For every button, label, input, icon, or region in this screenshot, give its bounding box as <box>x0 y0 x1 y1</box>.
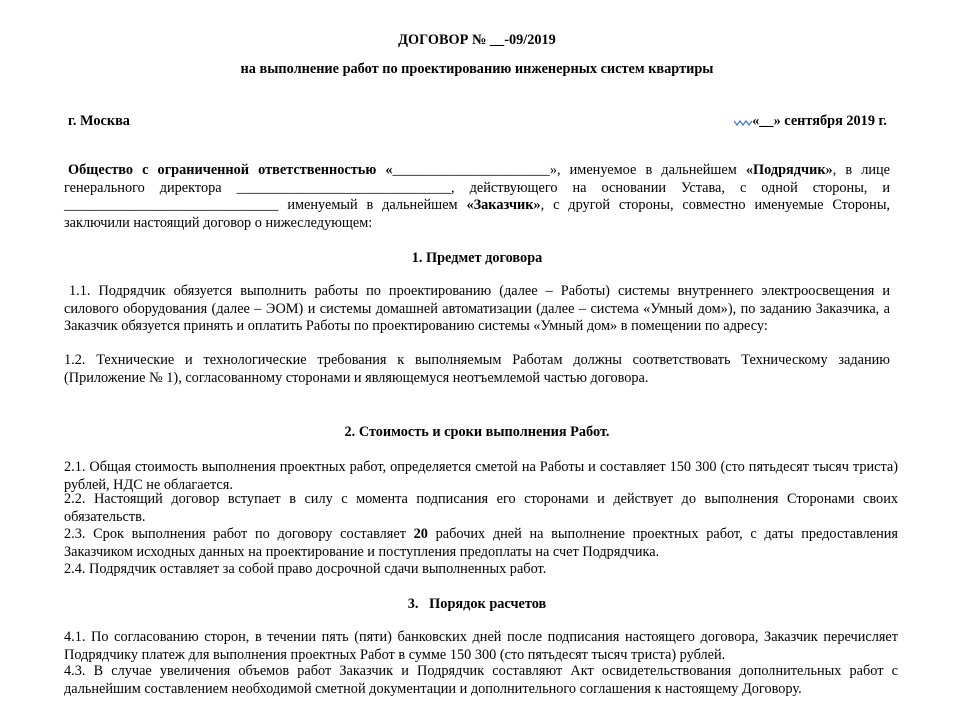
section1-heading: 1. Предмет договора <box>411 250 543 266</box>
clause-2-3-text-a: 2.3. Срок выполнения работ по договору составляет <box>64 526 414 542</box>
spellcheck-underline-icon <box>734 119 752 127</box>
clause-2-4: 2.4. Подрядчик оставляет за собой право досрочной сдачи выполненных работ. <box>64 561 547 577</box>
clause-1-2: 1.2. Технические и технологические требования к выполняемым Работам должны соответствовать Техническому заданию (Приложение № 1), согласованному сторонами и являющемуся неотъемлемой частью договора. <box>64 352 890 386</box>
preamble-text-e: именуемый в дальнейшем <box>278 197 467 214</box>
contract-subtitle: на выполнение работ по проектированию инженерных систем квартиры <box>240 61 714 77</box>
clause-4-1: 4.1. По согласованию сторон, в течении пять (пяти) банковских дней после подписания настоящего договора, Заказчик перечисляет Подрядчику платеж для выполнения проектных Работ в сумме 150 300 (сто пятьдесят тысяч триста) рублей. <box>64 629 898 663</box>
working-days-count: 20 <box>413 526 428 542</box>
contract-date-text: «__» сентября 2019 г. <box>752 113 887 129</box>
clause-2-1: 2.1. Общая стоимость выполнения проектных работ, определяется сметой на Работы и составляет 150 300 (сто пятьдесят тысяч триста) рублей, НДС не облагается. <box>64 459 898 493</box>
preamble-text-c: , в лице генерального директора <box>64 162 891 196</box>
preamble-org-type: Общество с ограниченной ответственностью « <box>68 162 393 178</box>
contract-date <box>734 113 887 131</box>
preamble-text-f: , с другой стороны, совместно именуемые Стороны, заключили настоящий договор о нижеследующем: <box>64 197 891 231</box>
blank-director-name: ______________________________ <box>236 179 452 196</box>
clause-2-3 <box>64 526 898 561</box>
preamble-text-b: », именуемое в дальнейшем <box>549 162 746 178</box>
clause-1-1: 1.1. Подрядчик обязуется выполнить работы по проектированию (далее – Работы) системы внутреннего электроосвещения и силового оборудования (далее – ЭОМ) и системы домашней автоматизации (далее – система «Умный дом»), по заданию Заказчика, а Заказчик обязуется принять и оплатить Работы по проектированию системы «Умный дом» в помещении по адресу: <box>64 283 890 335</box>
customer-term: «Заказчик» <box>466 197 541 214</box>
preamble-paragraph <box>64 162 890 232</box>
clause-2-3-text-b: рабочих дней на выполнение проектных работ, с даты предоставления Заказчиком исходных данных на проектирование и поступления предоплаты на счет Подрядчика. <box>64 526 898 560</box>
clause-2-2: 2.2. Настоящий договор вступает в силу с момента подписания его сторонами и действует до выполнения Сторонами своих обязательств. <box>64 491 898 525</box>
contractor-term: «Подрядчик» <box>745 162 833 178</box>
contract-title: ДОГОВОР № __-09/2019 <box>398 32 556 48</box>
section3-heading: 3. Порядок расчетов <box>407 596 547 612</box>
preamble-text-d: , действующего на основании Устава, с одной стороны, и <box>451 179 890 196</box>
clause-4-3: 4.3. В случае увеличения объемов работ Заказчик и Подрядчик составляют Акт освидетельствования дополнительных работ с дальнейшим составлением необходимой сметной документации и дополнительного соглашения к настоящему Договору. <box>64 663 898 697</box>
blank-customer-name: ______________________________ <box>64 197 279 214</box>
section2-heading: 2. Стоимость и сроки выполнения Работ. <box>344 424 610 440</box>
blank-company-name: ______________________ <box>392 162 550 178</box>
city: г. Москва <box>68 113 130 129</box>
